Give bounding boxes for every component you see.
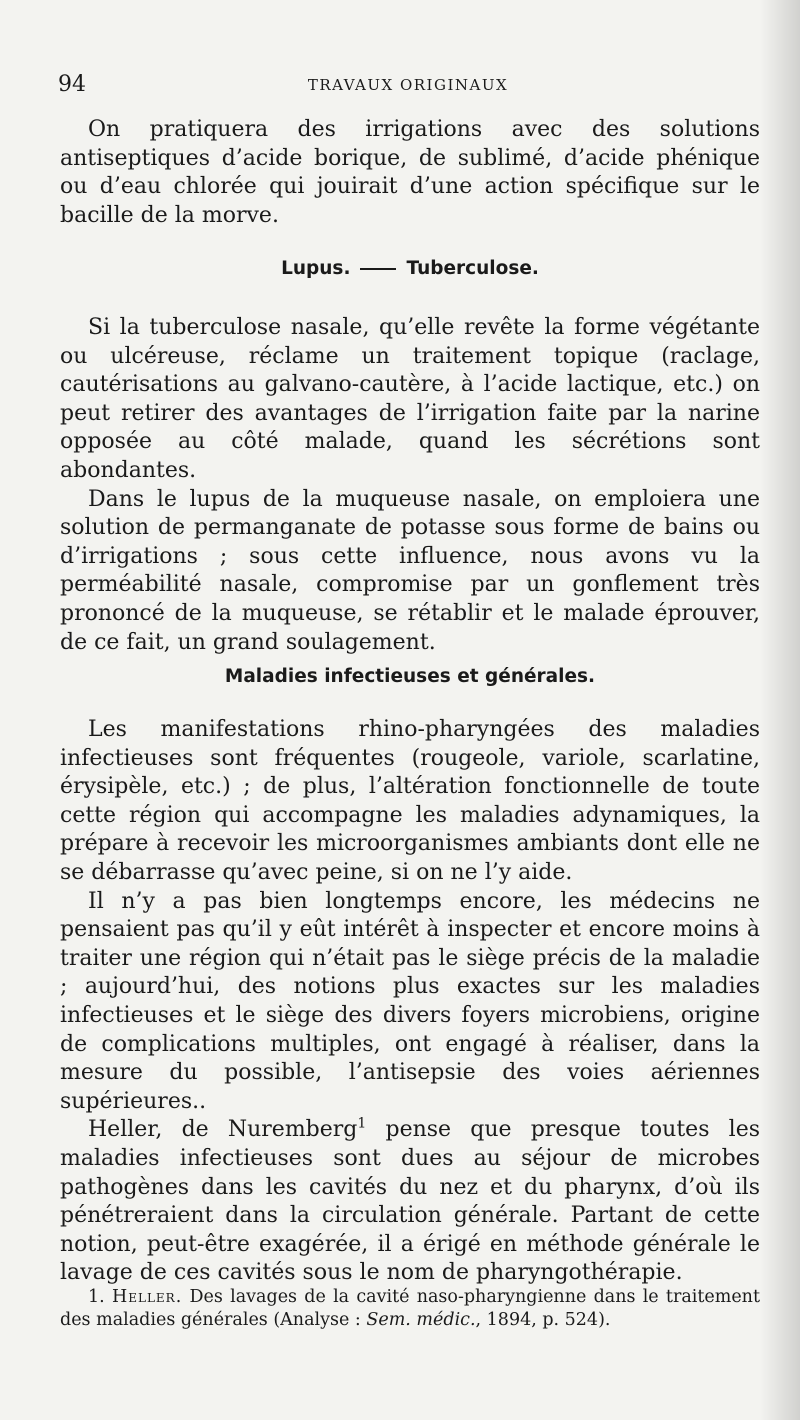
section-maladies	[60, 716, 760, 1288]
paragraph: Dans le lupus de la muqueuse nasale, on emploiera une solution de permanganate de potasse sous forme de bains ou d’irrigations ; sous cette influence, nous avons vu la perméabilité nasale, compromise par un gonflement très prononcé de la muqueuse, se rétablir et le malade éprouver, de ce fait, un grand soulagement.	[60, 486, 760, 655]
page-header	[58, 70, 758, 100]
paragraph: Si la tuberculose nasale, qu’elle revête la forme végétante ou ulcéreuse, réclame un traitement topique (raclage, cautérisations au galvano-cautère, à l’acide lactique, etc.) on peut retirer des avantages de l’irrigation faite par la narine opposée au côté malade, quand les sécrétions sont abondantes.	[60, 315, 760, 483]
footnote-reference: 1	[357, 1115, 367, 1132]
em-dash-rule	[360, 268, 396, 270]
footnote	[60, 1286, 760, 1332]
footnote-body: Des lavages de la cavité naso-pharyngienne dans le traitement des maladies générales (Analyse :	[60, 1287, 760, 1330]
running-head: TRAVAUX ORIGINAUX	[307, 76, 509, 94]
paragraph	[60, 1116, 760, 1288]
page-number: 94	[58, 72, 86, 97]
footnote-journal: Sem. médic.	[366, 1310, 476, 1330]
paragraph-text: pense que presque toutes les maladies infectieuses sont dues au séjour de microbes pathogènes dans les cavités du nez et du pharynx, d’où ils pénétreraient dans la circulation générale. Partant de cette notion, peut-être exagérée, il a érigé en méthode générale le lavage de ces cavités sous le nom de pharyngothérapie.	[60, 1117, 761, 1286]
heading-part: Tuberculose.	[406, 258, 539, 279]
section-lupus	[60, 314, 760, 657]
paragraph-text: Heller, de Nuremberg	[88, 1117, 358, 1143]
paragraph: Les manifestations rhino-pharyngées des maladies infectieuses sont fréquentes (rougeole, variole, scarlatine, érysipèle, etc.) ; de plus, l’altération fonctionnelle de toute cette région qui accompagne les maladies adynamiques, la prépare à recevoir les microorganismes ambiants dont elle ne se débarrasse qu’avec peine, si on ne l’y aide.	[60, 717, 760, 885]
heading-lupus	[60, 255, 760, 283]
footnote-author: Heller.	[111, 1287, 183, 1307]
paragraph: On pratiquera des irrigations avec des solutions antiseptiques d’acide borique, de sublimé, d’acide phénique ou d’eau chlorée qui jouirait d’une action spécifique sur le bacille de la morve.	[60, 117, 760, 228]
heading-part: Lupus.	[281, 258, 351, 279]
section-morve	[60, 116, 760, 230]
paragraph: Il n’y a pas bien longtemps encore, les médecins ne pensaient pas qu’il y eût intérêt à inspecter et encore moins à traiter une région qui n’était pas le siège précis de la maladie ; aujourd’hui, des notions plus exactes sur les maladies infectieuses et le siège des divers foyers microbiens, origine de complications multiples, ont engagé à réaliser, dans la mesure du possible, l’antisepsie des voies aériennes supérieures..	[60, 888, 760, 1114]
footnote-text	[60, 1286, 760, 1332]
section-heading	[60, 255, 760, 283]
section-heading: Maladies infectieuses et générales.	[224, 666, 596, 687]
footnote-body: , 1894, p. 524).	[475, 1310, 611, 1330]
heading-maladies	[60, 663, 760, 691]
footnote-number: 1.	[88, 1287, 105, 1307]
